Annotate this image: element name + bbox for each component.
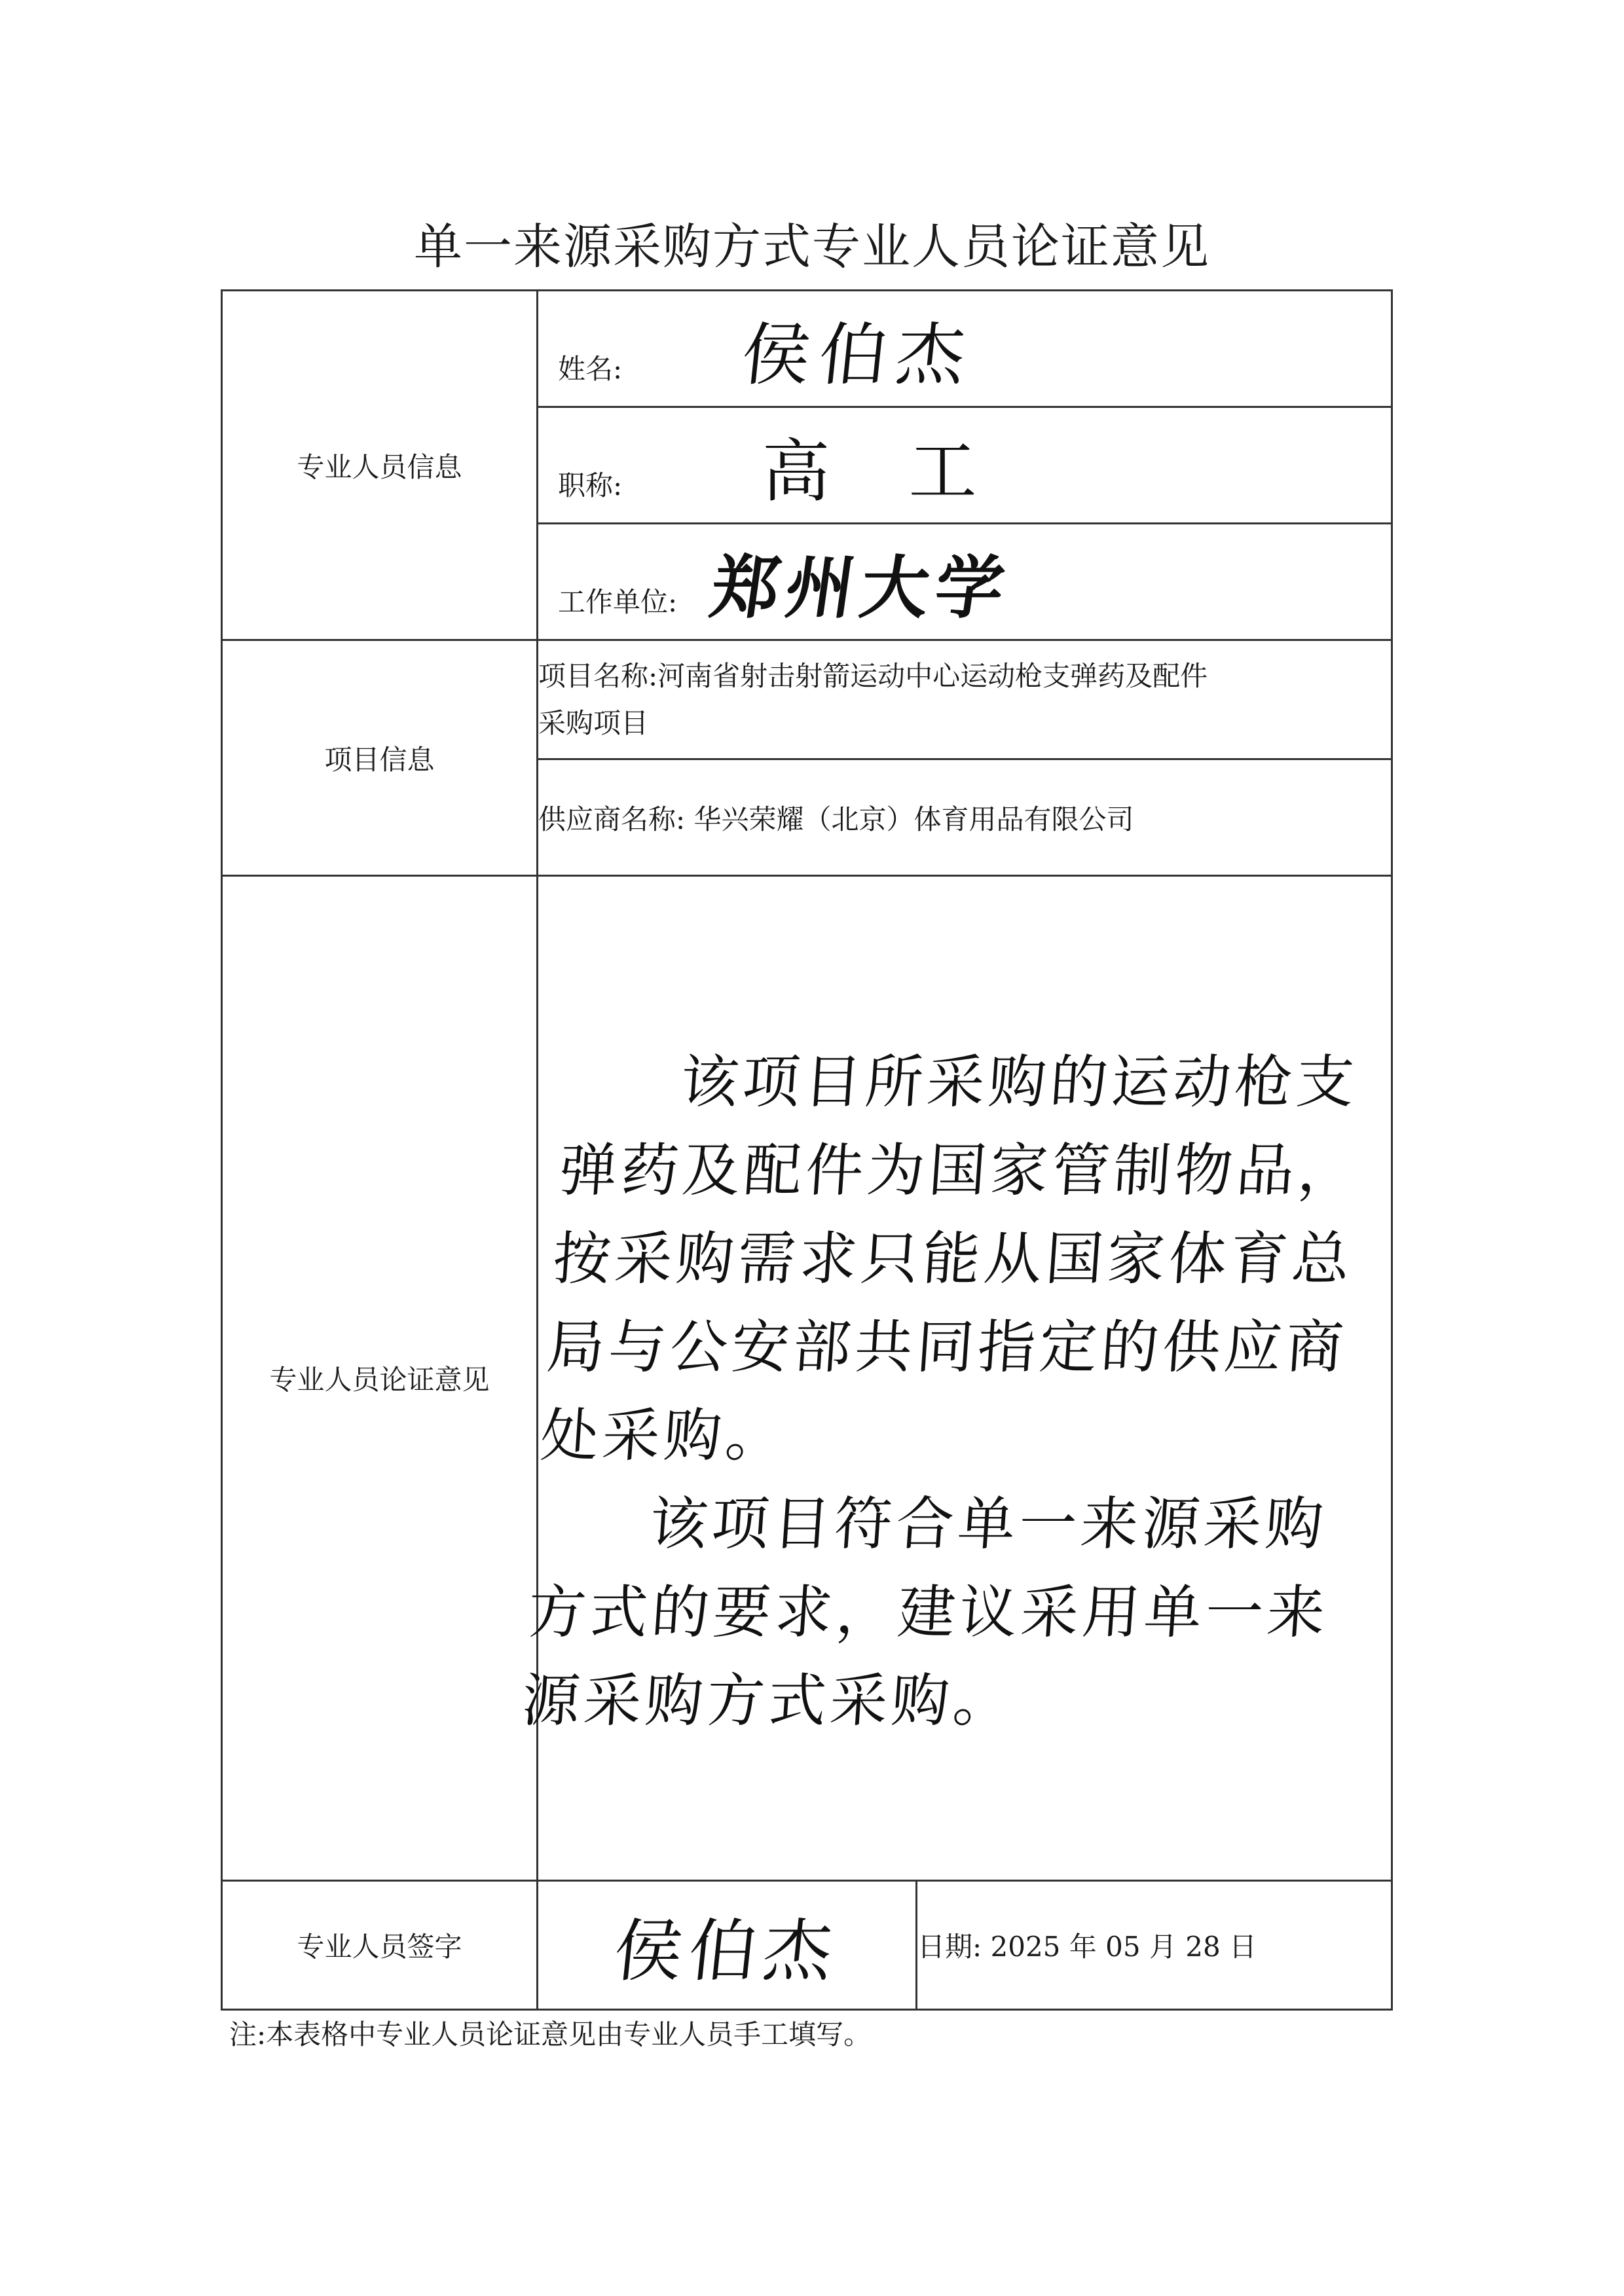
footnote: 注:本表格中专业人员论证意见由专业人员手工填写。 — [229, 2018, 872, 2050]
unit-label: 工作单位: — [558, 585, 678, 618]
opinion-paragraph-2: 该项目符合单一来源采购方式的要求，建议采用单一来源采购方式采购。 — [519, 1490, 1331, 1734]
title-label: 职称: — [558, 469, 623, 501]
date-cell — [917, 1881, 1392, 2010]
supplier-value: 华兴荣耀（北京）体育用品有限公司 — [693, 803, 1134, 835]
signature-cell — [538, 1881, 917, 2010]
opinion-label: 专业人员论证意见 — [222, 876, 538, 1881]
title-row — [538, 407, 1392, 524]
date-label: 日期: — [917, 1931, 982, 1963]
signature-handwriting: 侯伯杰 — [610, 1911, 843, 1991]
title-value: 高工 — [762, 431, 1056, 511]
project-name-cell — [538, 640, 1392, 759]
unit-row — [538, 524, 1392, 640]
project-info-label: 项目信息 — [222, 640, 538, 876]
name-row — [538, 291, 1392, 407]
date-value: 2025 年 05 月 28 日 — [990, 1931, 1257, 1963]
name-label: 姓名: — [558, 352, 623, 385]
opinion-paragraph-1: 该项目所采购的运动枪支弹药及配件为国家管制物品，按采购需求只能从国家体育总局与公安部共同指定的供应商处采购。 — [538, 1048, 1362, 1469]
opinion-form-table — [221, 289, 1393, 2011]
name-value: 侯伯杰 — [737, 314, 978, 395]
supplier-cell — [538, 759, 1392, 876]
professional-info-label: 专业人员信息 — [222, 291, 538, 640]
page-title: 单一来源采购方式专业人员论证意见 — [414, 219, 1210, 275]
project-name-line2: 采购项目 — [538, 706, 649, 739]
opinion-cell — [519, 876, 1392, 1881]
signature-label: 专业人员签字 — [222, 1881, 538, 2010]
supplier-label: 供应商名称: — [538, 803, 686, 835]
opinion-handwriting — [513, 1011, 1416, 1745]
unit-value: 郑州大学 — [705, 547, 1016, 628]
project-name-line1: 项目名称:河南省射击射箭运动中心运动枪支弹药及配件 — [538, 659, 1208, 692]
